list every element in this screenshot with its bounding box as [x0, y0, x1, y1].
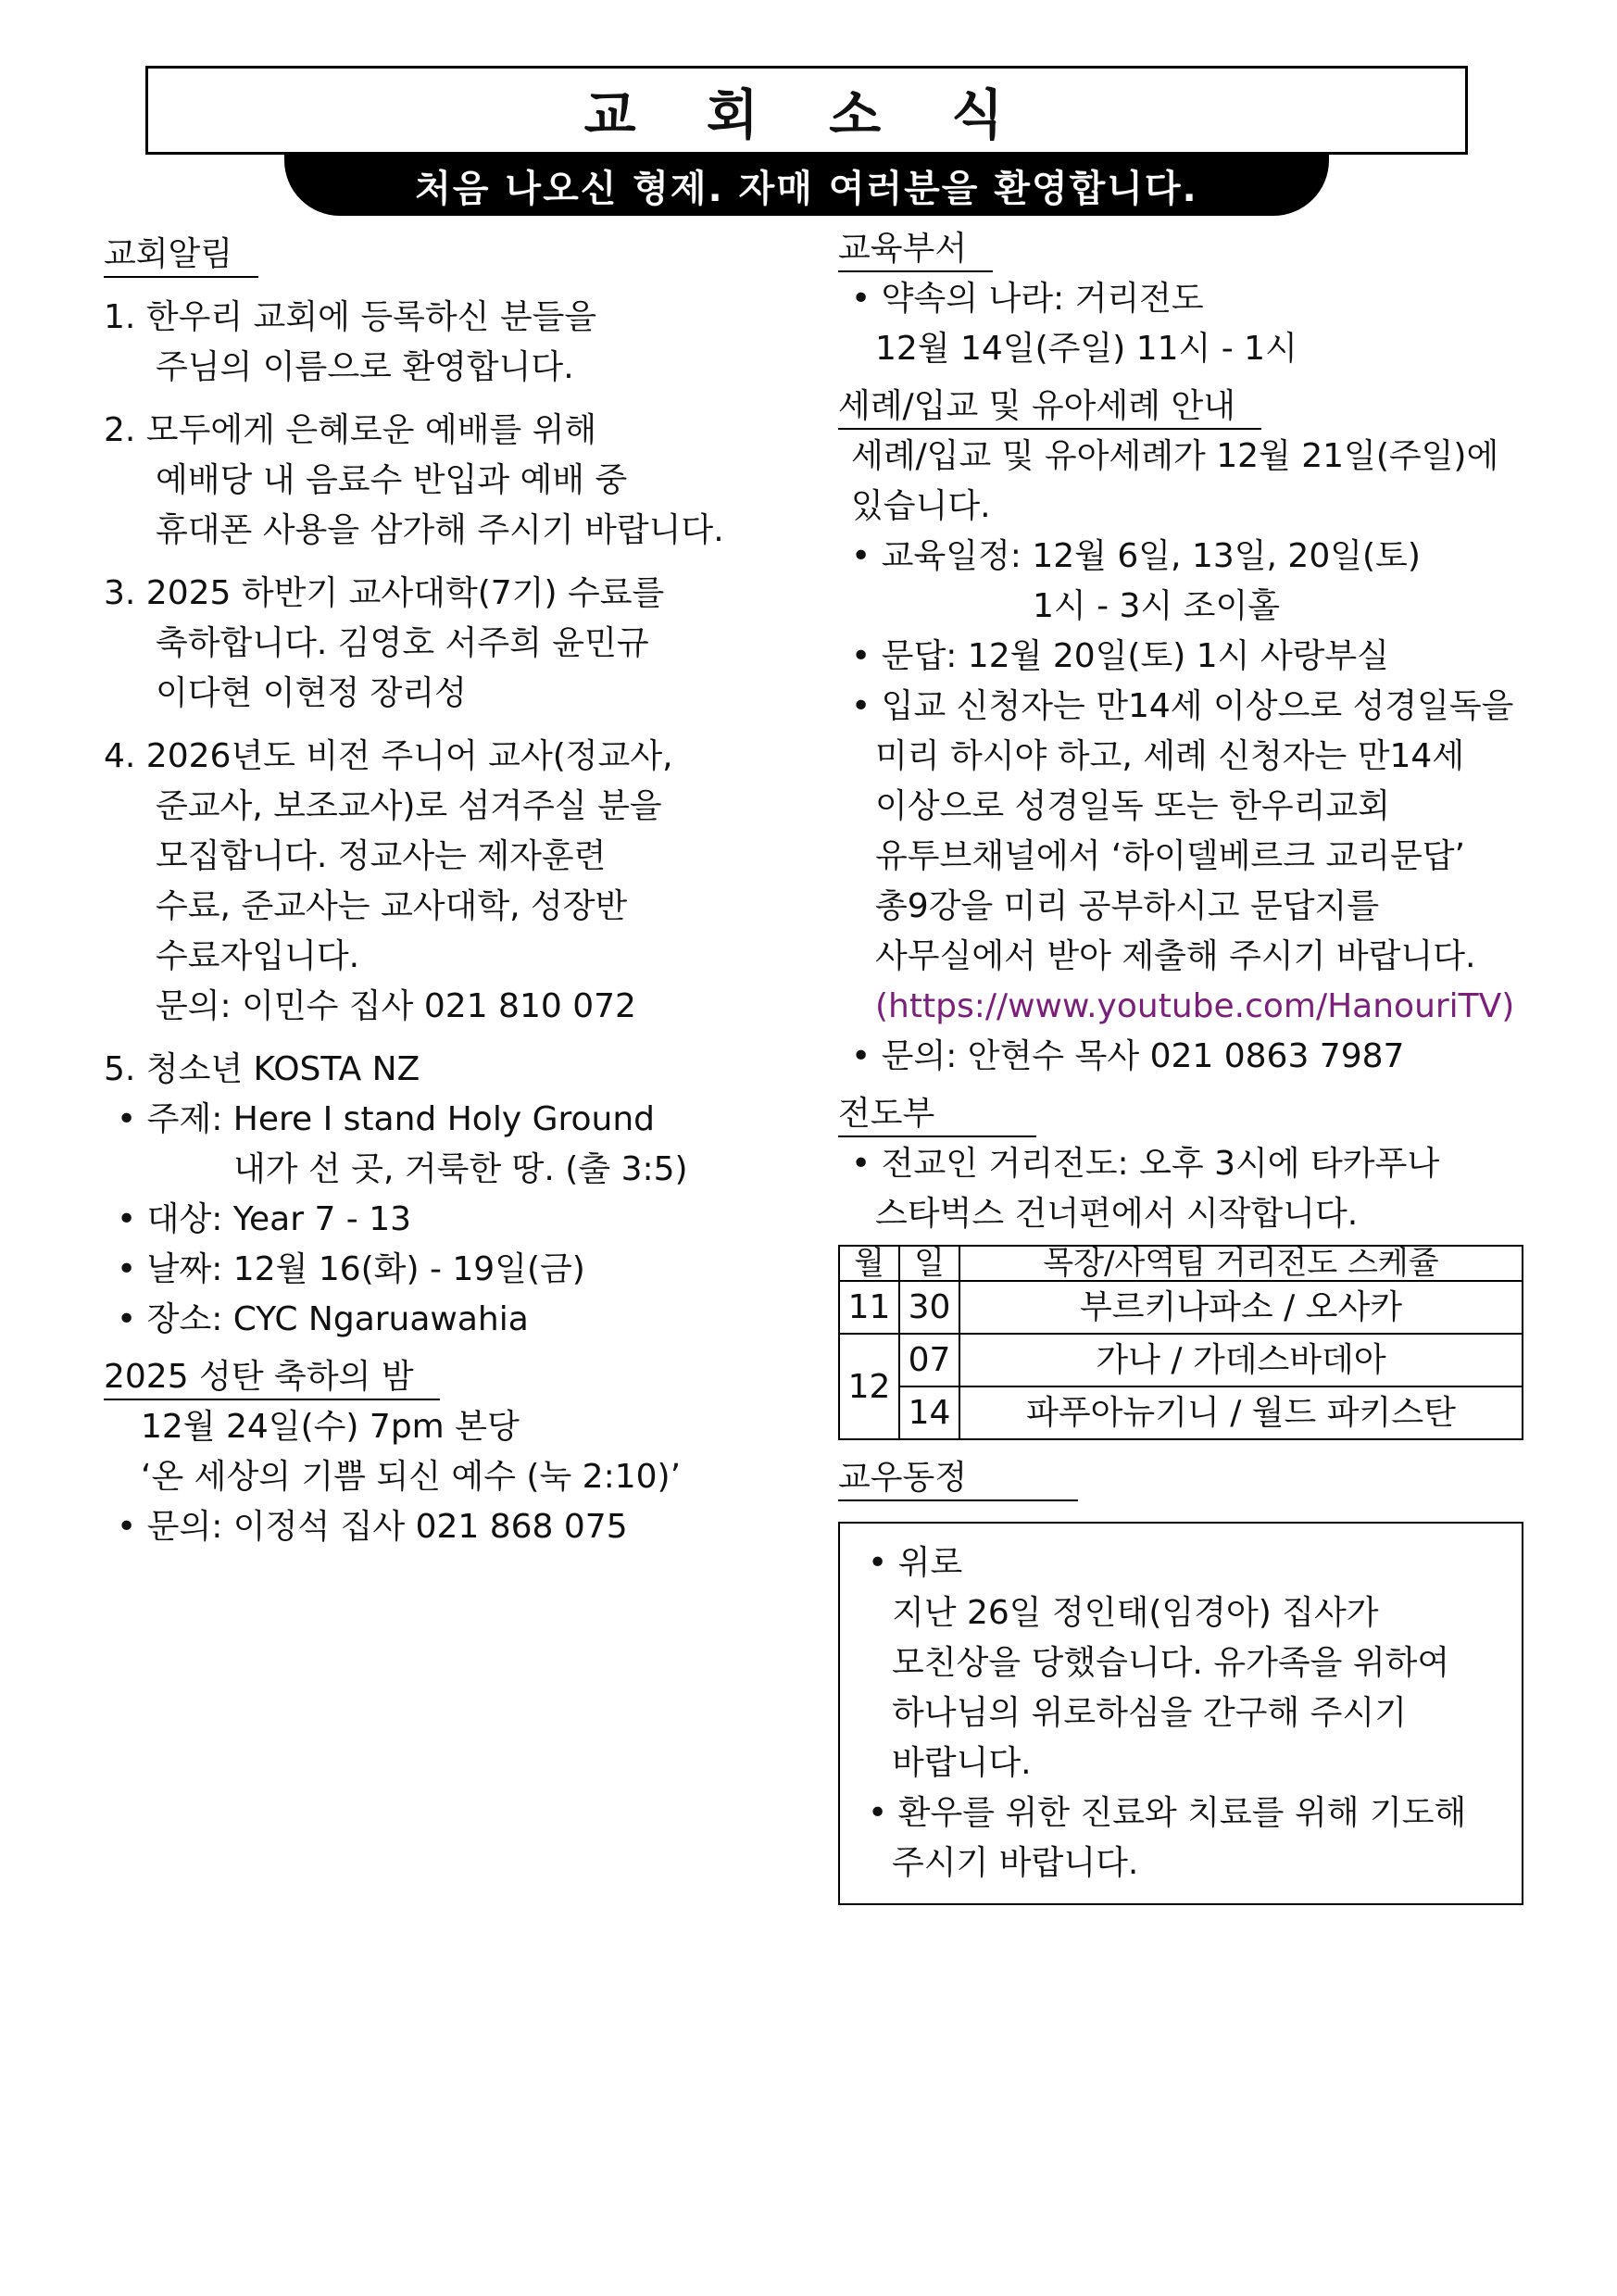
evangelism-line: • 전교인 거리전도: 오후 3시에 타카푸나 [851, 1145, 1440, 1183]
news-item-4-line: 수료자입니다. [156, 937, 360, 975]
news-item-4-contact: 문의: 이민수 집사 021 810 072 [156, 987, 636, 1025]
baptism-intro-line: 있습니다. [851, 487, 991, 525]
baptism-heading: 세례/입교 및 유아세례 안내 [838, 385, 1261, 430]
church-news-heading: 교회알림 [104, 233, 258, 278]
comfort-line: 하나님의 위로하심을 간구해 주시기 [892, 1694, 1407, 1732]
prayer-line: 주시기 바랍니다. [892, 1844, 1139, 1882]
col-day-header: 일 [899, 1246, 959, 1281]
cell-team: 부르키나파소 / 오사카 [959, 1281, 1523, 1334]
news-item-3-line: 3. 2025 하반기 교사대학(7기) 수료를 [104, 574, 665, 612]
comfort-line: 지난 26일 정인태(임경아) 집사가 [892, 1594, 1379, 1632]
news-item-1-line: 1. 한우리 교회에 등록하신 분들을 [104, 298, 597, 336]
baptism-apply-line: 유투브채널에서 ‘하이델베르크 교리문답’ [875, 837, 1465, 875]
cell-day: 30 [899, 1281, 959, 1334]
baptism-schedule-time: 1시 - 3시 조이홀 [1033, 587, 1281, 625]
news-item-2-line: 예배당 내 음료수 반입과 예배 중 [156, 461, 628, 499]
right-column [838, 224, 1537, 1905]
cell-day: 07 [899, 1334, 959, 1386]
baptism-contact: • 문의: 안현수 목사 021 0863 7987 [851, 1037, 1405, 1075]
news-item-4-line: 수료, 준교사는 교사대학, 성장반 [156, 887, 628, 925]
news-item-2-line: 휴대폰 사용을 삼가해 주시기 바랍니다. [156, 511, 724, 549]
baptism-qa: • 문답: 12월 20일(토) 1시 사랑부실 [851, 637, 1389, 675]
news-item-1-line: 주님의 이름으로 환영합니다. [156, 348, 574, 386]
table-row [839, 1386, 1523, 1439]
kosta-target: • 대상: Year 7 - 13 [117, 1200, 412, 1238]
kosta-theme-korean: 내가 선 곳, 거룩한 땅. (출 3:5) [233, 1150, 688, 1188]
table-row [839, 1281, 1523, 1334]
christmas-contact: • 문의: 이정석 집사 021 868 075 [117, 1508, 628, 1546]
baptism-apply-line: • 입교 신청자는 만14세 이상으로 성경일독을 [851, 687, 1514, 725]
baptism-schedule: • 교육일정: 12월 6일, 13일, 20일(토) [851, 537, 1421, 575]
kosta-theme: • 주제: Here I stand Holy Ground [117, 1100, 655, 1138]
fellowship-heading: 교우동정 [838, 1457, 1078, 1501]
col-team-header: 목장/사역팀 거리전도 스케쥴 [959, 1246, 1523, 1281]
news-item-4-line: 준교사, 보조교사)로 섬겨주실 분을 [156, 787, 662, 825]
baptism-apply-line: 사무실에서 받아 제출해 주시기 바랍니다. [875, 937, 1476, 975]
cell-month: 11 [839, 1281, 899, 1334]
baptism-apply-line: 미리 하시야 하고, 세례 신청자는 만14세 [875, 737, 1465, 775]
left-column [104, 230, 817, 1552]
news-item-4-line: 모집합니다. 정교사는 제자훈련 [156, 837, 607, 875]
education-line: • 약속의 나라: 거리전도 [851, 280, 1204, 318]
table-row [839, 1334, 1523, 1386]
comfort-line: 바랍니다. [892, 1744, 1032, 1782]
page-title: 교 회 소 식 [145, 66, 1468, 155]
prayer-line: • 환우를 위한 진료와 치료를 위해 기도해 [868, 1794, 1467, 1832]
baptism-intro-line: 세례/입교 및 유아세례가 12월 21일(주일)에 [851, 437, 1499, 475]
comfort-title: • 위로 [868, 1544, 963, 1582]
evangelism-section [838, 1089, 1537, 1440]
news-item-3-line: 축하합니다. 김영호 서주희 윤민규 [156, 624, 649, 662]
cell-month: 12 [839, 1334, 899, 1439]
fellowship-box [838, 1522, 1523, 1905]
kosta-venue: • 장소: CYC Ngaruawahia [117, 1300, 529, 1338]
youtube-link[interactable]: (https://www.youtube.com/HanouriTV) [875, 987, 1515, 1025]
comfort-line: 모친상을 당했습니다. 유가족을 위하여 [892, 1644, 1450, 1682]
table-header-row [839, 1246, 1523, 1281]
fellowship-section [838, 1453, 1537, 1905]
church-news-section [104, 230, 817, 1345]
christmas-line: ‘온 세상의 기쁨 되신 예수 (눅 2:10)’ [141, 1458, 682, 1496]
cell-day: 14 [899, 1386, 959, 1439]
cell-team: 파푸아뉴기니 / 월드 파키스탄 [959, 1386, 1523, 1439]
col-month-header: 월 [839, 1246, 899, 1281]
news-item-5-title: 5. 청소년 KOSTA NZ [104, 1050, 420, 1088]
cell-team: 가나 / 가데스바데아 [959, 1334, 1523, 1386]
evangelism-schedule-table [838, 1245, 1523, 1440]
christmas-section [104, 1345, 817, 1552]
news-item-3-line: 이다현 이현정 장리성 [156, 674, 467, 712]
baptism-apply-line: 총9강을 미리 공부하시고 문답지를 [875, 887, 1380, 925]
christmas-heading: 2025 성탄 축하의 밤 [104, 1356, 440, 1400]
news-item-4-line: 4. 2026년도 비전 주니어 교사(정교사, [104, 737, 673, 775]
christmas-line: 12월 24일(수) 7pm 본당 [141, 1408, 520, 1446]
education-heading: 교육부서 [838, 228, 993, 272]
evangelism-heading: 전도부 [838, 1093, 1036, 1137]
welcome-banner: 처음 나오신 형제. 자매 여러분을 환영합니다. [284, 155, 1329, 216]
news-item-2-line: 2. 모두에게 은혜로운 예배를 위해 [104, 411, 597, 449]
baptism-apply-line: 이상으로 성경일독 또는 한우리교회 [875, 787, 1390, 825]
baptism-section [838, 382, 1537, 1082]
education-section [838, 224, 1537, 374]
kosta-date: • 날짜: 12월 16(화) - 19일(금) [117, 1250, 585, 1288]
education-line: 12월 14일(주일) 11시 - 1시 [875, 330, 1297, 368]
evangelism-line: 스타벅스 건너편에서 시작합니다. [875, 1195, 1359, 1233]
